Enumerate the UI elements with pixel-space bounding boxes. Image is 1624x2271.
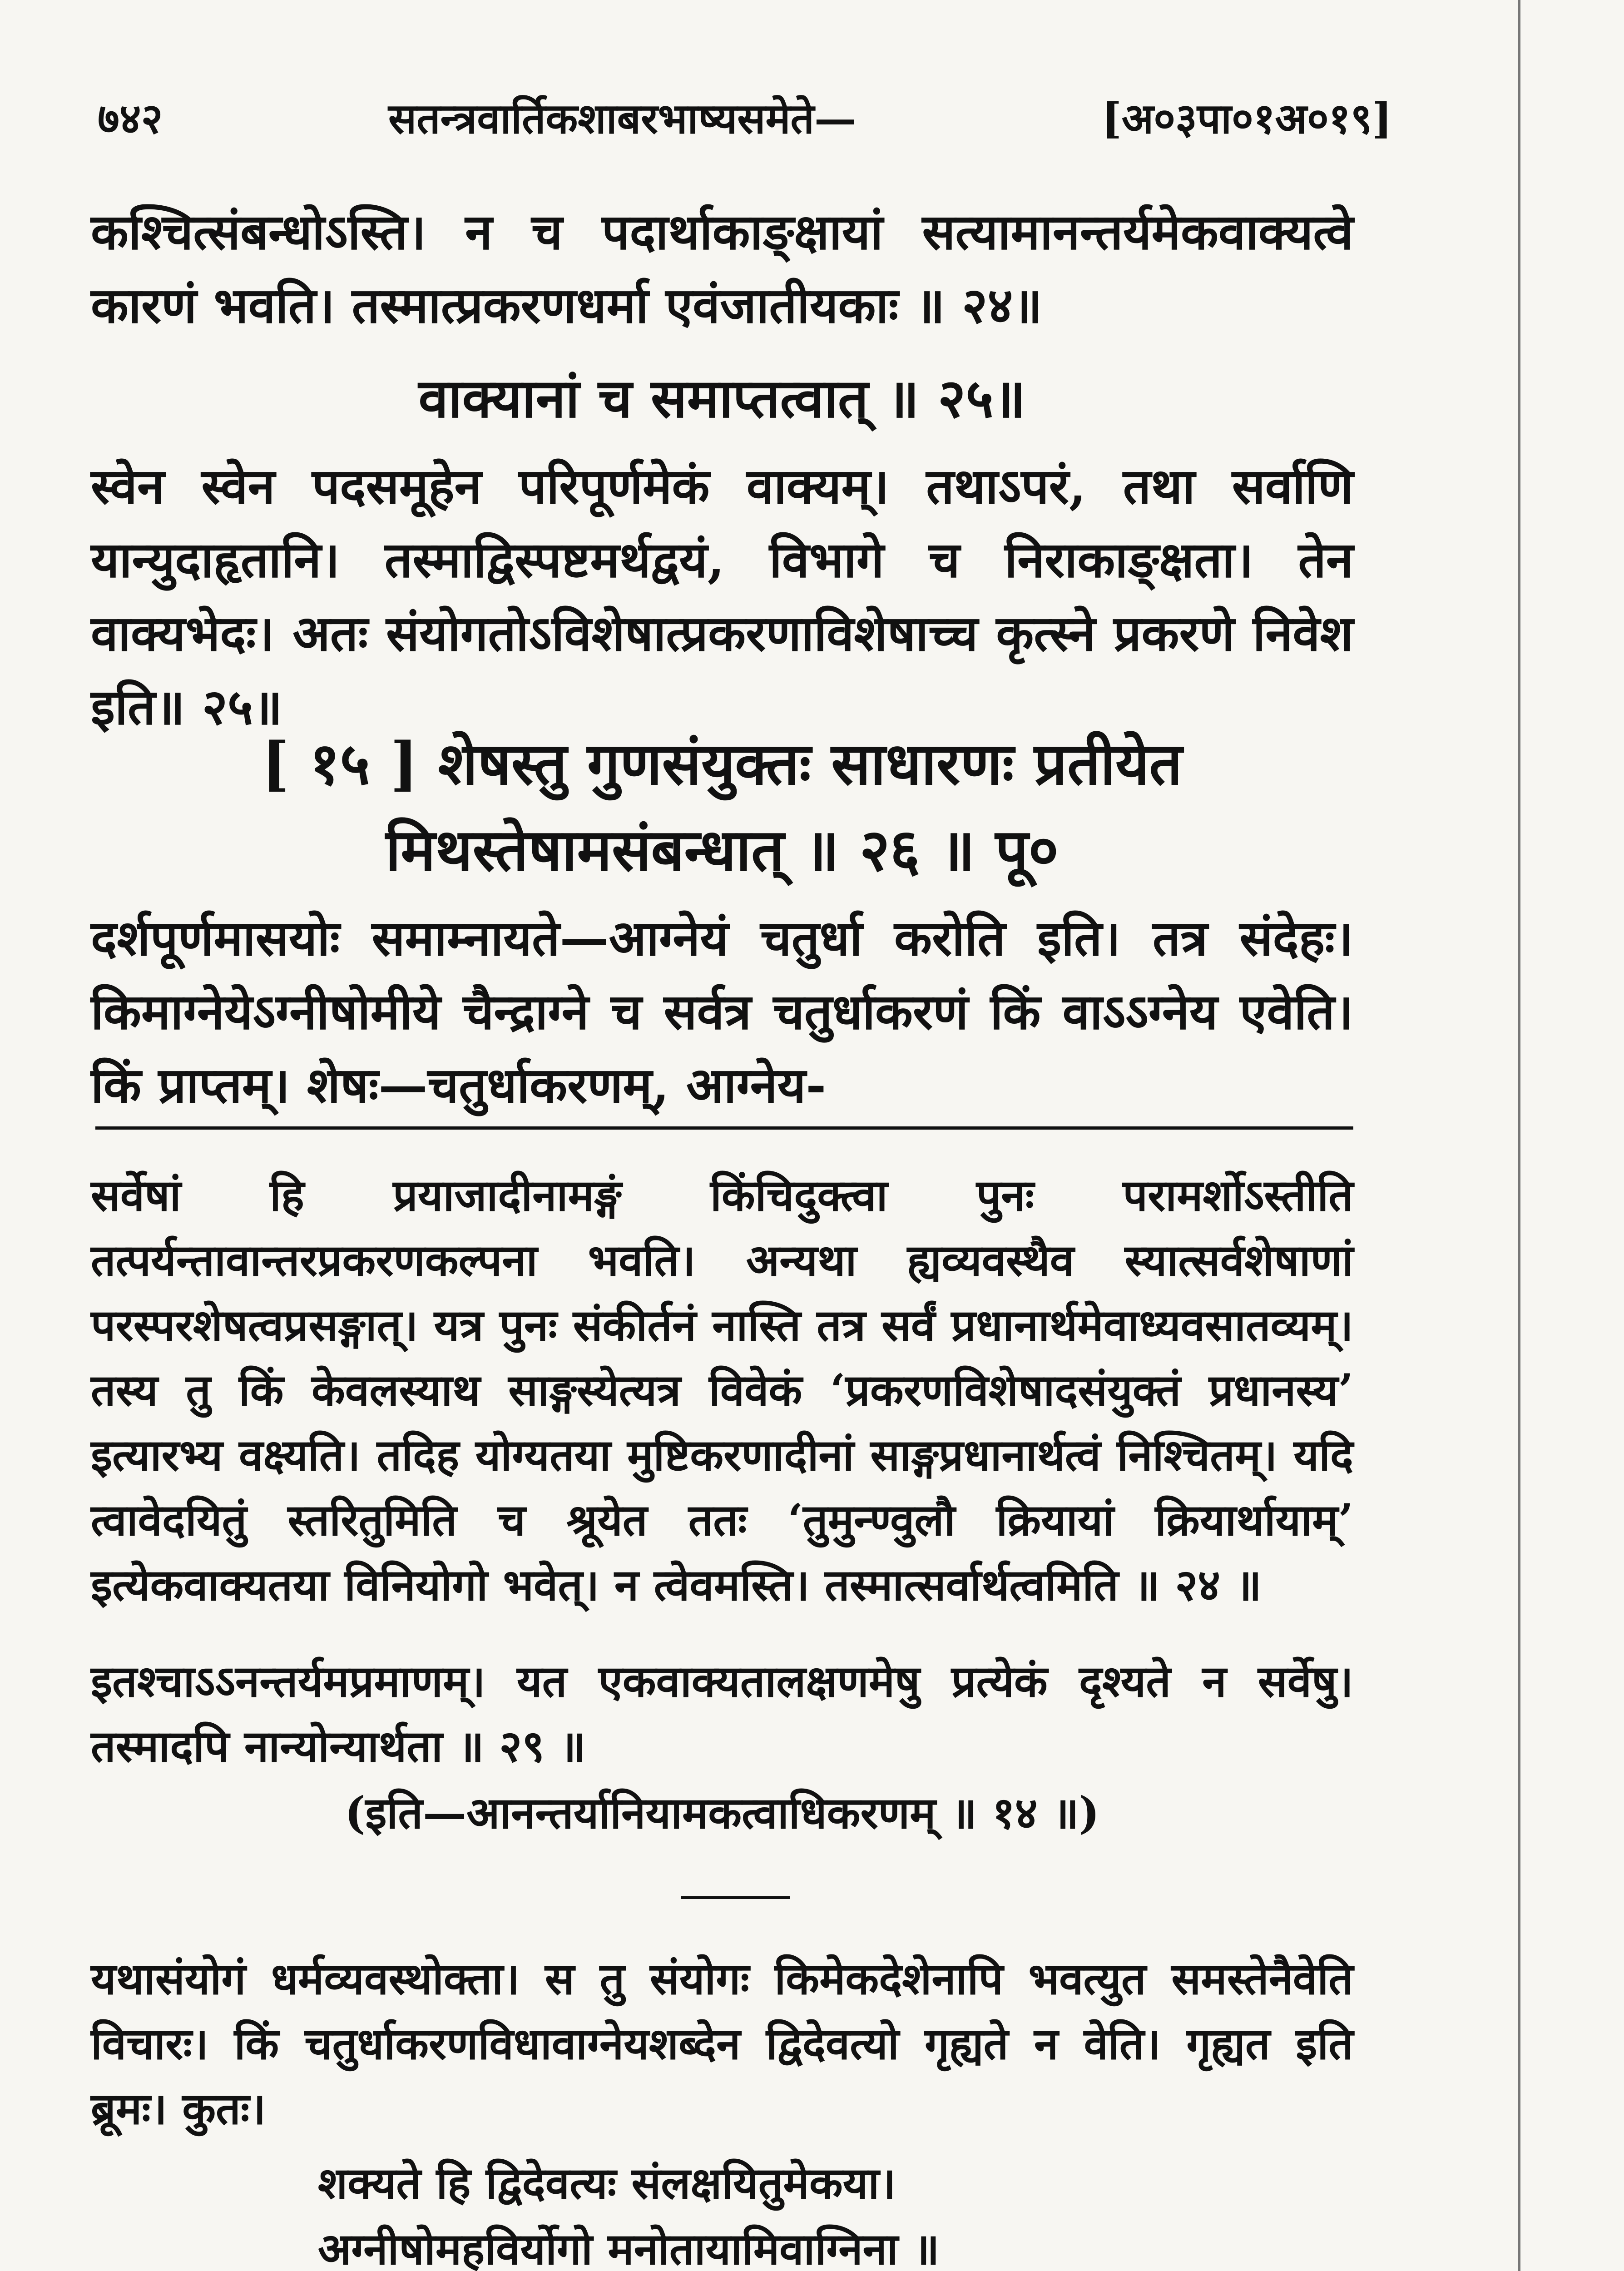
sutra-25: वाक्यानां च समाप्तत्वात् ॥ २५॥ <box>418 367 1026 430</box>
running-title: सतन्त्रवार्तिकशाबरभाष्यसमेते— <box>388 94 856 143</box>
verse-line-2: अग्नीषोमहविर्योगो मनोतायामिवाग्निना ॥ <box>318 2223 940 2271</box>
right-scan-edge <box>1518 0 1520 2271</box>
verse-line-1: शक्यते हि द्विदेवत्यः संलक्षयितुमेकया। <box>318 2157 896 2209</box>
sutra-26-line-2: मिथस्तेषामसंबन्धात् ॥ २६ ॥ पू० <box>386 816 1059 884</box>
running-header <box>98 79 1392 148</box>
short-divider <box>681 1896 790 1899</box>
tantravartika-paragraph-1: सर्वेषां हि प्रयाजादीनामङ्गं किंचिदुक्त्वा पुनः परामर्शोऽस्तीति तत्पर्यन्तावान्तरप्रकरणकल्पना भवति। अन्यथा ह्यव्यवस्थैव स्यात्सर्वशेषाणां परस्परशेषत्वप्रसङ्गात्। यत्र पुनः संकीर्तनं नास्ति तत्र सर्वं प्रधानार्थमेवाध्यवसातव्यम्। तस्य तु किं केवलस्याथ साङ्गस्येत्यत्र विवेकं ‘प्रकरणविशेषादसंयुक्तं प्रधानस्य’ इत्यारभ्य वक्ष्यति। तदिह योग्यतया मुष्टिकरणादीनां साङ्गप्रधानार्थत्वं निश्चितम्। यदि त्वावेदयितुं स्तरितुमिति च श्रूयेत ततः ‘तुमुन्ण्वुलौ क्रियायां क्रियार्थायाम्’ इत्येकवाक्यतया विनियोगो भवेत्। न त्वेवमस्ति। तस्मात्सर्वार्थत्वमिति ॥ २४ ॥ <box>91 1170 1353 1611</box>
tantravartika-paragraph-3: यथासंयोगं धर्मव्यवस्थोक्ता। स तु संयोगः किमेकदेशेनापि भवत्युत समस्तेनैवेति विचारः। किं चतुर्धाकरणविधावाग्नेयशब्देन द्विदेवत्यो गृह्यते न वेति। गृह्यत इति ब्रूमः। कुतः। <box>91 1953 1353 2134</box>
section-reference: [अ०३पा०१अ०१९] <box>1102 94 1392 143</box>
bhashya-paragraph-2: स्वेन स्वेन पदसमूहेन परिपूर्णमेकं वाक्यम्। तथाऽपरं, तथा सर्वाणि यान्युदाहृतानि। तस्माद्विस्पष्टमर्थद्वयं, विभागे च निराकाङ्क्षता। तेन वाक्यभेदः। अतः संयोगतोऽविशेषात्प्रकरणाविशेषाच्च कृत्स्ने प्रकरणे निवेश इति॥ २५॥ <box>91 458 1353 736</box>
adhikarana-colophon: (इति—आनन्तर्यानियामकत्वाधिकरणम् ॥ १४ ॥) <box>344 1787 1100 1839</box>
tantravartika-paragraph-2: इतश्चाऽऽनन्तर्यमप्रमाणम्। यत एकवाक्यतालक्षणमेषु प्रत्येकं दृश्यते न सर्वेषु। तस्मादपि नान्योन्यार्थता ॥ २९ ॥ <box>91 1656 1353 1772</box>
page-number: ७४२ <box>98 94 163 143</box>
bhashya-paragraph-1: कश्चित्संबन्धोऽस्ति। न च पदार्थाकाङ्क्षायां सत्यामानन्तर्यमेकवाक्यत्वे कारणं भवति। तस्मात्प्रकरणधर्मा एवंजातीयकाः ॥ २४॥ <box>91 203 1353 334</box>
sutra-26-line-1: [ १५ ] शेषस्तु गुणसंयुक्तः साधारणः प्रतीयेत <box>262 730 1183 798</box>
commentary-separator <box>95 1126 1353 1130</box>
bhashya-paragraph-3: दर्शपूर्णमासयोः समाम्नायते—आग्नेयं चतुर्धा करोति इति। तत्र संदेहः। किमाग्नेयेऽग्नीषोमीये चैन्द्राग्ने च सर्वत्र चतुर्धाकरणं किं वाऽऽग्नेय एवेति। किं प्राप्तम्। शेषः—चतुर्धाकरणम्, आग्नेय- <box>91 910 1353 1114</box>
